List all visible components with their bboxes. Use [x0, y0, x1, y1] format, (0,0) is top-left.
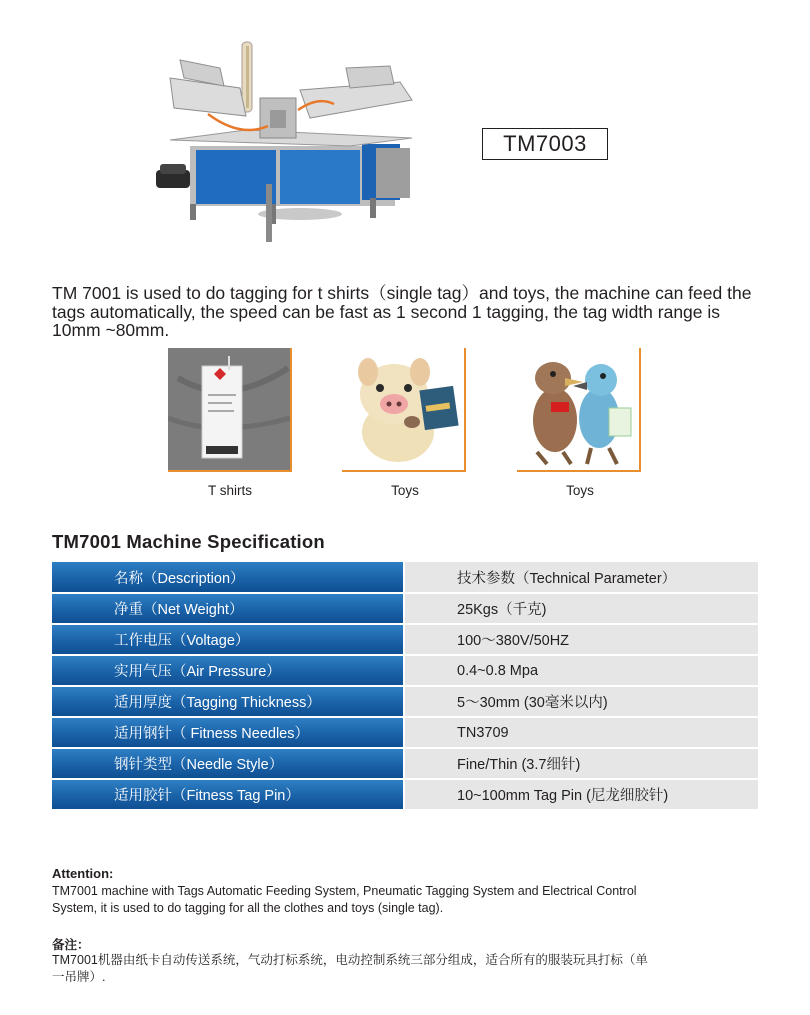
photo-caption: Toys	[566, 483, 594, 498]
spec-value: 25Kgs（千克)	[404, 593, 758, 624]
pig-toy-photo	[342, 348, 466, 472]
table-row	[52, 655, 758, 686]
machine-photo	[150, 38, 430, 250]
bird-toys-photo	[517, 348, 641, 472]
spec-value: 10~100mm Tag Pin (尼龙细胶针)	[404, 779, 758, 810]
spec-value: 100～380V/50HZ	[404, 624, 758, 655]
table-row	[52, 748, 758, 779]
table-row	[52, 624, 758, 655]
table-row	[52, 779, 758, 810]
spec-label: 实用气压（Air Pressure）	[52, 655, 404, 686]
spec-label: 适用厚度（Tagging Thickness）	[52, 686, 404, 717]
attention-title: Attention:	[52, 866, 114, 881]
spec-label: 工作电压（Voltage）	[52, 624, 404, 655]
spec-label: 净重（Net Weight）	[52, 593, 404, 624]
spec-label: 适用胶针（Fitness Tag Pin）	[52, 779, 404, 810]
spec-value: 技术参数（Technical Parameter）	[404, 562, 758, 593]
spec-label: 钢针类型（Needle Style）	[52, 748, 404, 779]
model-label: TM7003	[482, 128, 608, 160]
spec-label: 适用钢针（ Fitness Needles）	[52, 717, 404, 748]
spec-value: Fine/Thin (3.7细针)	[404, 748, 758, 779]
spec-value: 5～30mm (30毫米以内)	[404, 686, 758, 717]
table-row	[52, 593, 758, 624]
spec-title: TM7001 Machine Specification	[52, 531, 325, 552]
tshirt-photo	[168, 348, 292, 472]
intro-paragraph: TM 7001 is used to do tagging for t shirts（single tag）and toys, the machine can feed the tags automatically, the speed can be fast as 1 second 1 tagging, the tag width range is 10mm ~80mm.	[52, 283, 752, 340]
table-row	[52, 717, 758, 748]
photo-caption: T shirts	[207, 483, 252, 498]
table-row	[52, 562, 758, 593]
attention-body: TM7001 machine with Tags Automatic Feeding System, Pneumatic Tagging System and Electrical Control System, it is used to do tagging for all the clothes and toys (single tag).	[52, 884, 637, 915]
note-title: 备注：	[52, 938, 90, 952]
spec-value: 0.4~0.8 Mpa	[404, 655, 758, 686]
spec-value: TN3709	[404, 717, 758, 748]
spec-table	[52, 562, 758, 811]
photo-caption: Toys	[391, 483, 419, 498]
table-row	[52, 686, 758, 717]
spec-label: 名称（Description）	[52, 562, 404, 593]
note-body: TM7001机器由纸卡自动传送系统，气动打标系统，电动控制系统三部分组成，适合所有的服装玩具打标（单一吊牌）.	[52, 953, 648, 984]
